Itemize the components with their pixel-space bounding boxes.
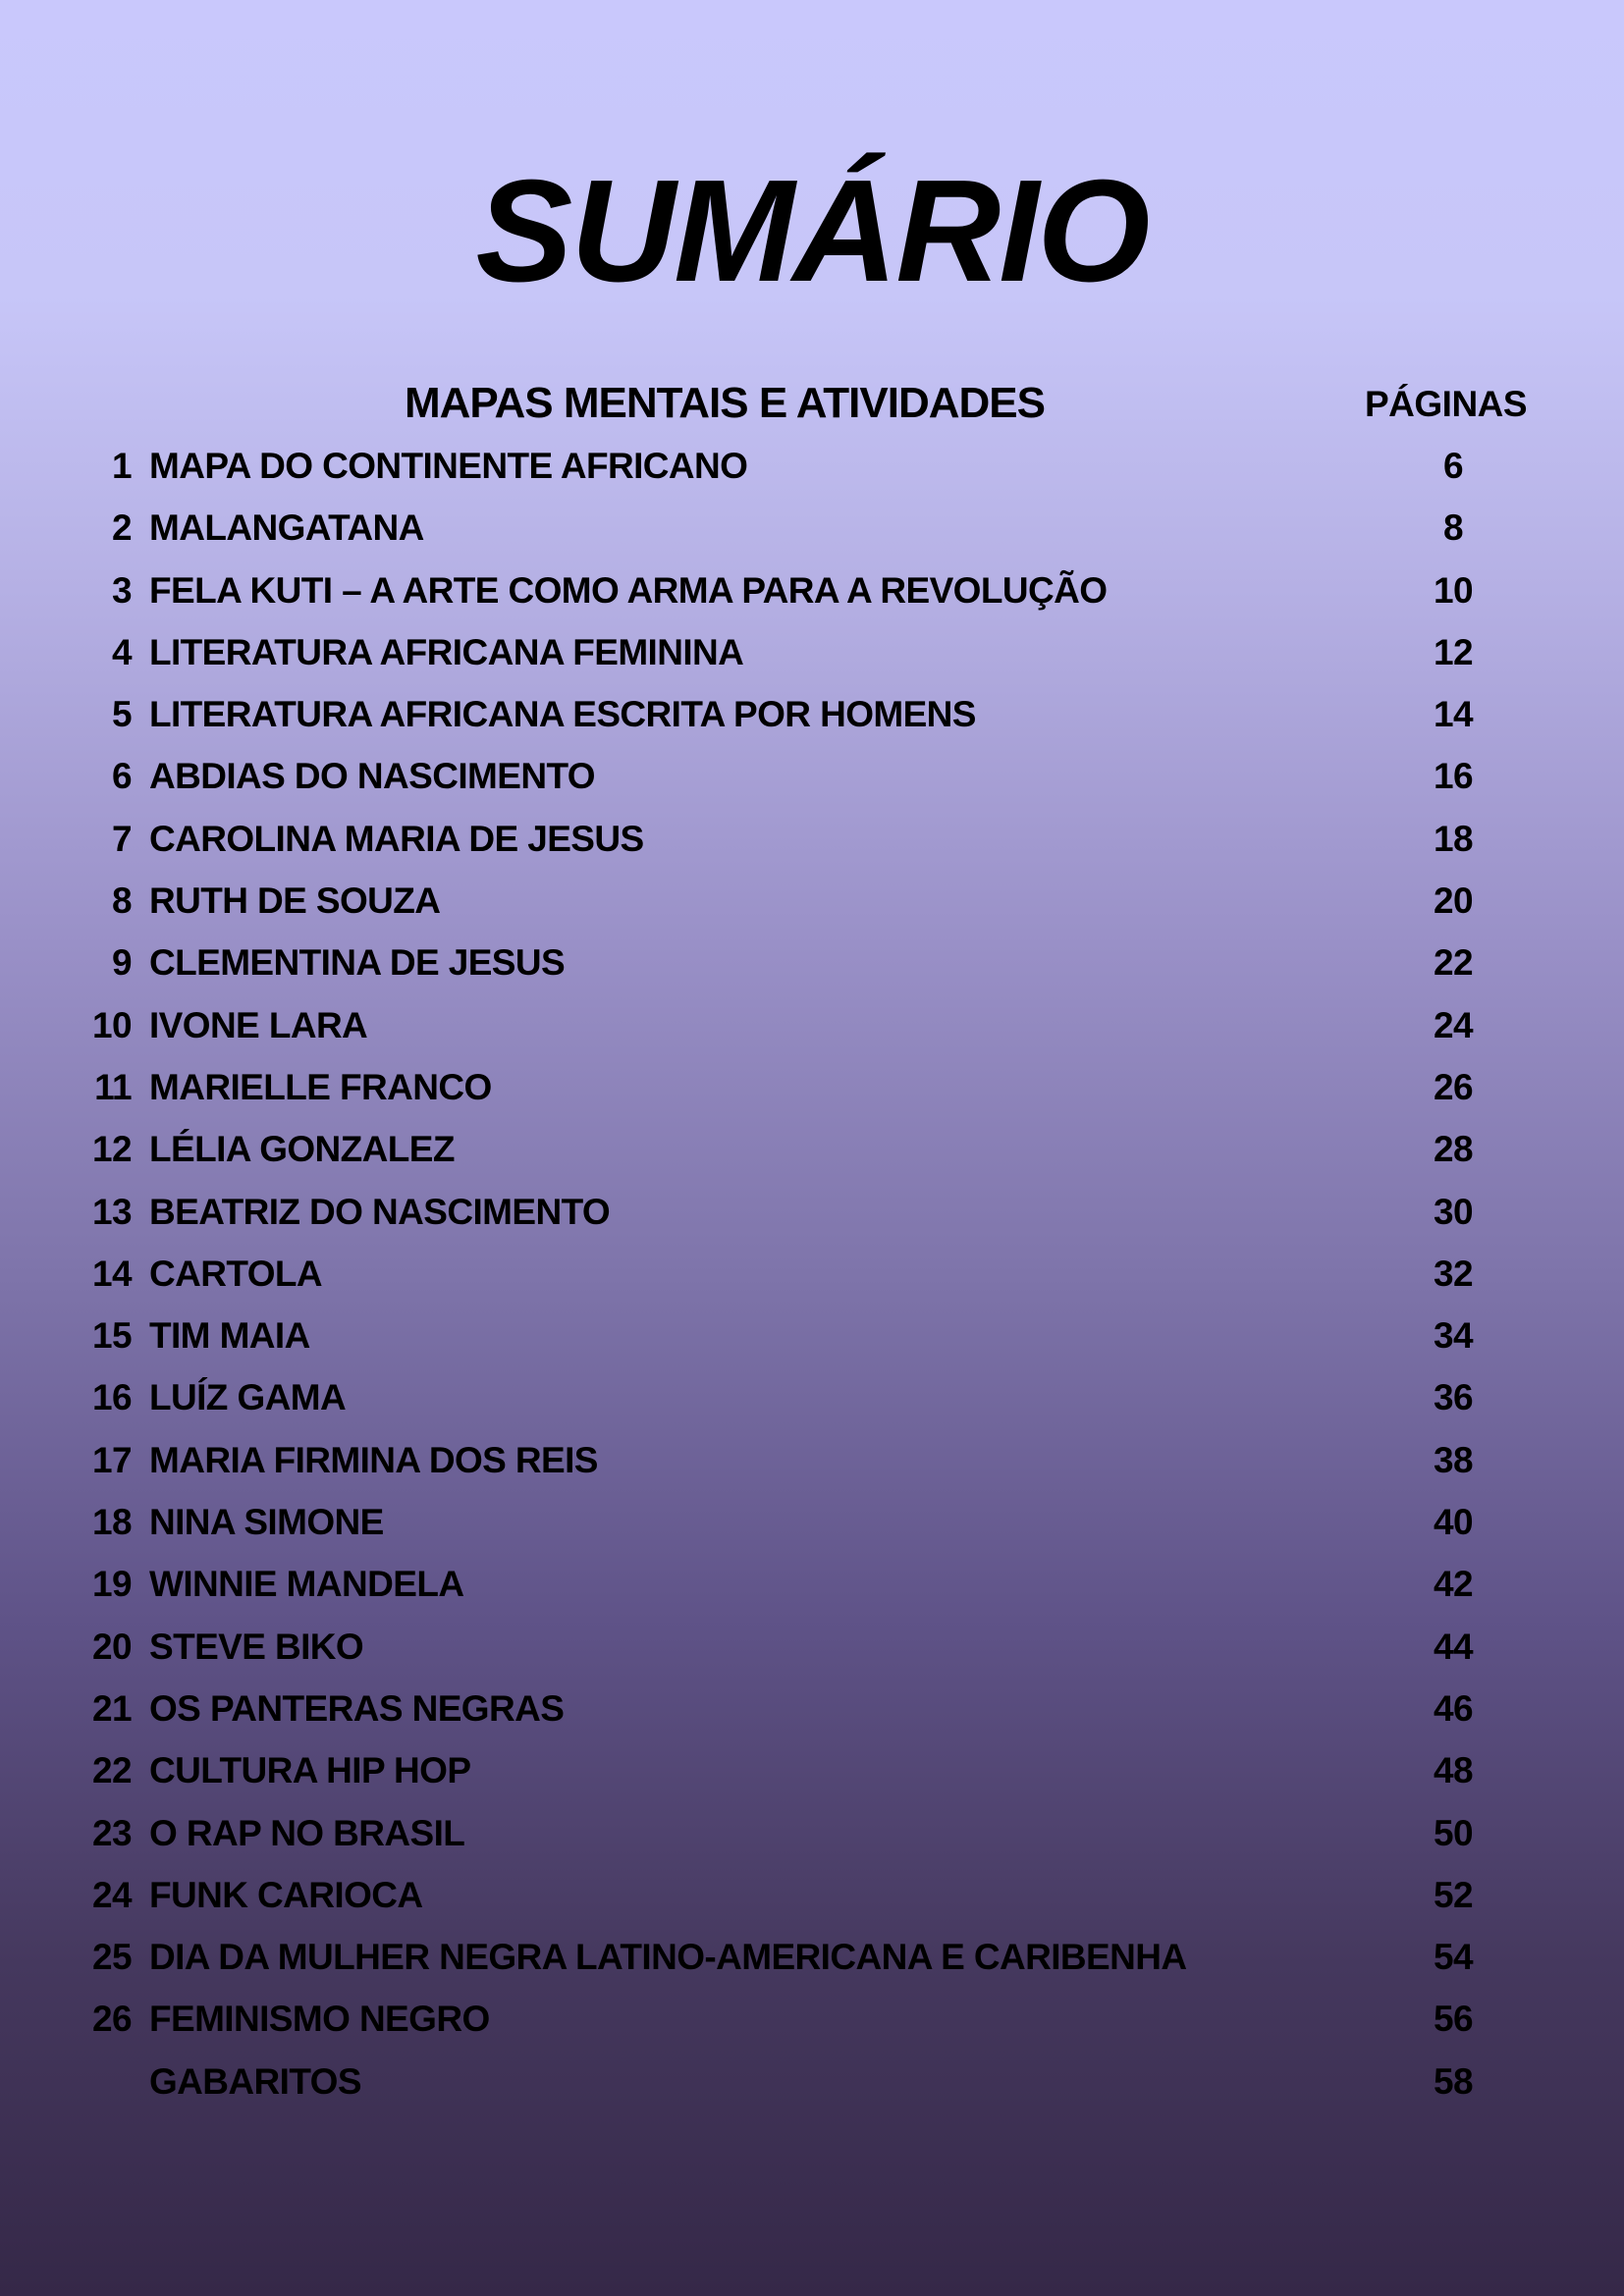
toc-entry-number: 1 <box>112 446 132 486</box>
toc-entry-page: 46 <box>1434 1687 1473 1729</box>
toc-entry-page: 26 <box>1434 1066 1473 1107</box>
toc-entry-number: 6 <box>112 756 132 797</box>
toc-entry-number: 24 <box>92 1874 132 1915</box>
section-heading: MAPAS MENTAIS E ATIVIDADES <box>405 379 1045 427</box>
toc-entry[interactable] <box>0 1494 1624 1556</box>
toc-entry-title: FELA KUTI – A ARTE COMO ARMA PARA A REVOLUÇÃO <box>149 569 1108 611</box>
toc-entry-title: MARIA FIRMINA DOS REIS <box>149 1439 598 1480</box>
toc-entry-page: 24 <box>1434 1004 1473 1045</box>
toc-entry-number: 16 <box>92 1377 132 1418</box>
toc-entry-title: CAROLINA MARIA DE JESUS <box>149 818 644 859</box>
toc-entry-number: 12 <box>92 1129 132 1170</box>
toc-entry[interactable] <box>0 1246 1624 1308</box>
toc-entry[interactable] <box>0 1059 1624 1121</box>
toc-entry[interactable] <box>0 997 1624 1059</box>
toc-entry-title: WINNIE MANDELA <box>149 1564 464 1605</box>
toc-entry-title: STEVE BIKO <box>149 1626 364 1667</box>
toc-entry-page: 56 <box>1434 1999 1473 2040</box>
toc-entry-number: 14 <box>92 1253 132 1294</box>
toc-entry-title: TIM MAIA <box>149 1315 310 1357</box>
toc-entry[interactable] <box>0 1432 1624 1494</box>
toc-entry-page: 34 <box>1434 1315 1473 1357</box>
toc-entry-page: 12 <box>1434 631 1473 672</box>
toc-entry-number: 19 <box>92 1564 132 1605</box>
toc-entry[interactable] <box>0 1742 1624 1804</box>
toc-entry[interactable] <box>0 2054 1624 2115</box>
toc-entry-number: 21 <box>92 1687 132 1729</box>
toc-entry-title: DIA DA MULHER NEGRA LATINO-AMERICANA E CARIBENHA <box>149 1937 1187 1978</box>
toc-entry-title: O RAP NO BRASIL <box>149 1812 465 1853</box>
toc-entry[interactable] <box>0 1369 1624 1431</box>
toc-entry-title: OS PANTERAS NEGRAS <box>149 1687 565 1729</box>
toc-entry-number: 5 <box>112 694 132 735</box>
toc-entry[interactable] <box>0 1121 1624 1183</box>
toc-entry-title: LITERATURA AFRICANA FEMININA <box>149 631 744 672</box>
toc-entry-page: 40 <box>1434 1502 1473 1543</box>
toc-entry-page: 16 <box>1434 756 1473 797</box>
toc-entry[interactable] <box>0 873 1624 934</box>
toc-entry-number: 20 <box>92 1626 132 1667</box>
toc-entry-page: 8 <box>1443 507 1463 549</box>
toc-entry-title: LITERATURA AFRICANA ESCRITA POR HOMENS <box>149 694 976 735</box>
toc-entry-number: 2 <box>112 507 132 549</box>
toc-entry-number: 25 <box>92 1937 132 1978</box>
toc-entry-number: 17 <box>92 1439 132 1480</box>
toc-entry[interactable] <box>0 1681 1624 1742</box>
toc-entry-title: LUÍZ GAMA <box>149 1377 347 1418</box>
toc-entry[interactable] <box>0 1184 1624 1246</box>
toc-entry-page: 58 <box>1434 2060 1473 2102</box>
toc-entry-number: 7 <box>112 818 132 859</box>
toc-entry-title: GABARITOS <box>149 2060 361 2102</box>
toc-entry[interactable] <box>0 500 1624 561</box>
toc-entry-page: 30 <box>1434 1191 1473 1232</box>
toc-entry-title: IVONE LARA <box>149 1004 368 1045</box>
toc-entry-number: 13 <box>92 1191 132 1232</box>
toc-entry-number: 4 <box>112 631 132 672</box>
toc-entry[interactable] <box>0 811 1624 873</box>
toc-entry-page: 14 <box>1434 694 1473 735</box>
toc-entry-page: 20 <box>1434 881 1473 922</box>
toc-entry-number: 26 <box>92 1999 132 2040</box>
toc-entry-page: 54 <box>1434 1937 1473 1978</box>
toc-entry-title: FEMINISMO NEGRO <box>149 1999 490 2040</box>
toc-entry[interactable] <box>0 624 1624 686</box>
toc-entry-page: 10 <box>1434 569 1473 611</box>
toc-entry-title: MALANGATANA <box>149 507 424 549</box>
toc-entry-page: 48 <box>1434 1750 1473 1791</box>
toc-entry-page: 50 <box>1434 1812 1473 1853</box>
toc-entry-title: RUTH DE SOUZA <box>149 881 441 922</box>
toc-entry-number: 9 <box>112 942 132 984</box>
toc-entry-number: 18 <box>92 1502 132 1543</box>
table-of-contents <box>0 438 1624 2115</box>
toc-entry[interactable] <box>0 934 1624 996</box>
toc-entry[interactable] <box>0 1929 1624 1991</box>
toc-entry-page: 28 <box>1434 1129 1473 1170</box>
toc-entry[interactable] <box>0 1619 1624 1681</box>
toc-entry[interactable] <box>0 748 1624 810</box>
toc-entry-page: 38 <box>1434 1439 1473 1480</box>
toc-entry-number: 23 <box>92 1812 132 1853</box>
toc-entry-title: BEATRIZ DO NASCIMENTO <box>149 1191 611 1232</box>
toc-entry-page: 36 <box>1434 1377 1473 1418</box>
toc-entry-number: 15 <box>92 1315 132 1357</box>
toc-entry-page: 18 <box>1434 818 1473 859</box>
toc-entry-page: 32 <box>1434 1253 1473 1294</box>
toc-entry-title: MARIELLE FRANCO <box>149 1066 492 1107</box>
toc-entry-title: CARTOLA <box>149 1253 322 1294</box>
toc-entry-number: 11 <box>94 1066 132 1107</box>
toc-entry-number: 8 <box>112 881 132 922</box>
page-title: SUMÁRIO <box>475 150 1149 312</box>
toc-entry-title: NINA SIMONE <box>149 1502 384 1543</box>
toc-entry-page: 44 <box>1434 1626 1473 1667</box>
toc-entry[interactable] <box>0 438 1624 500</box>
toc-entry-title: CULTURA HIP HOP <box>149 1750 471 1791</box>
toc-entry-page: 52 <box>1434 1874 1473 1915</box>
toc-entry-page: 6 <box>1443 446 1463 486</box>
toc-entry[interactable] <box>0 562 1624 624</box>
toc-entry-number: 3 <box>112 569 132 611</box>
toc-entry[interactable] <box>0 1867 1624 1929</box>
toc-entry-number: 22 <box>92 1750 132 1791</box>
toc-entry-title: MAPA DO CONTINENTE AFRICANO <box>149 446 748 486</box>
toc-entry-title: LÉLIA GONZALEZ <box>149 1129 455 1170</box>
toc-entry-title: CLEMENTINA DE JESUS <box>149 942 566 984</box>
toc-entry[interactable] <box>0 1805 1624 1867</box>
toc-entry-page: 42 <box>1434 1564 1473 1605</box>
toc-entry[interactable] <box>0 1991 1624 2053</box>
toc-entry-title: FUNK CARIOCA <box>149 1874 423 1915</box>
toc-entry-title: ABDIAS DO NASCIMENTO <box>149 756 595 797</box>
pages-column-heading: PÁGINAS <box>1365 384 1528 424</box>
toc-entry[interactable] <box>0 1556 1624 1618</box>
toc-entry[interactable] <box>0 1308 1624 1369</box>
toc-entry-number: 10 <box>92 1004 132 1045</box>
toc-entry-page: 22 <box>1434 942 1473 984</box>
toc-entry[interactable] <box>0 686 1624 748</box>
